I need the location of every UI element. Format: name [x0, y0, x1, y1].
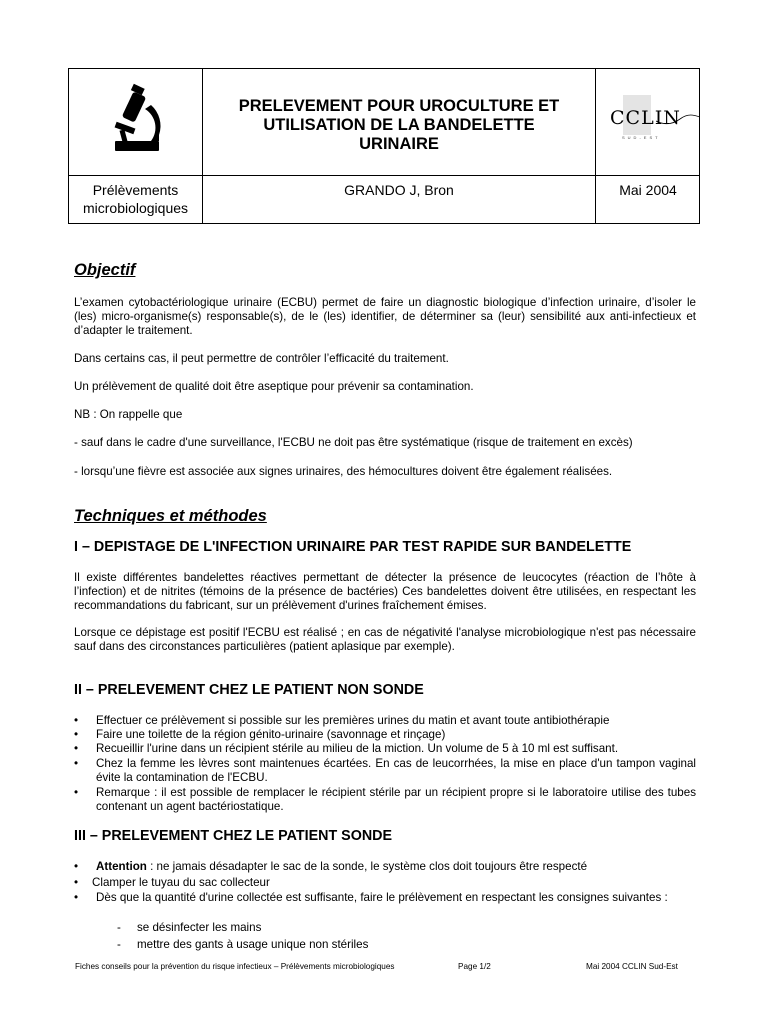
logo-text: CCLIN [610, 107, 681, 129]
sub-list-item [117, 938, 368, 952]
section-1-title: I – DEPISTAGE DE L'INFECTION URINAIRE PAR TEST RAPIDE SUR BANDELETTE [74, 539, 632, 555]
nb-note: NB : On rappelle que [74, 408, 183, 421]
header-table [68, 68, 700, 224]
objectif-heading: Objectif [74, 261, 136, 279]
sub-list-item-text: se désinfecter les mains [137, 921, 262, 934]
list-item [74, 742, 696, 756]
nb-item: - sauf dans le cadre d'une surveillance, l'ECBU ne doit pas être systématique (risque de traitement en excès) [74, 436, 633, 449]
document-title [203, 97, 595, 154]
attention-label: Attention [96, 860, 147, 873]
objectif-paragraph: Un prélèvement de qualité doit être aseptique pour prévenir sa contamination. [74, 380, 474, 393]
section-2-title: II – PRELEVEMENT CHEZ LE PATIENT NON SONDE [74, 682, 424, 698]
list-item [74, 876, 696, 890]
logo-subtext: SUD-EST [622, 135, 661, 140]
dash: - [117, 938, 121, 951]
category-line: Prélèvements [92, 182, 179, 198]
bullet: • [74, 876, 79, 889]
nb-item: - lorsqu’une fièvre est associée aux signes urinaires, des hémocultures doivent être également réalisées. [74, 465, 613, 478]
list-item-text: Chez la femme les lèvres sont maintenues écartées. En cas de leucorrhées, la mise en place d'un tampon vaginal évite la contamination de l'ECBU. [96, 757, 696, 784]
sub-list-item [117, 921, 261, 935]
list-item-text: Effectuer ce prélèvement si possible sur les premières urines du matin et avant toute antibiothérapie [96, 714, 610, 727]
bullet: • [74, 860, 79, 873]
cclin-logo [596, 69, 700, 175]
list-item-text: Dès que la quantité d'urine collectée est suffisante, faire le prélèvement en respectant les consignes suivantes : [96, 891, 668, 904]
list-item [74, 728, 696, 742]
techniques-heading: Techniques et méthodes [74, 507, 267, 525]
list-item [74, 891, 696, 905]
list-item [74, 757, 696, 785]
objectif-paragraph: L’examen cytobactériologique urinaire (ECBU) permet de faire un diagnostic biologique d’infection urinaire, d’isoler le (les) micro-organisme(s) responsable(s), de le (les) identifier, de déterminer sa (leur) sensibilité aux anti-infectieux et d’adapter le traitement. [74, 296, 696, 337]
category-cell [69, 181, 202, 217]
bullet: • [74, 891, 79, 904]
date-cell: Mai 2004 [619, 182, 677, 198]
section-3-title: III – PRELEVEMENT CHEZ LE PATIENT SONDE [74, 828, 393, 844]
list-item-text: Faire une toilette de la région génito-urinaire (savonnage et rinçage) [96, 728, 446, 741]
bullet: • [74, 786, 79, 799]
list-item-text: Remarque : il est possible de remplacer le récipient stérile par un récipient propre si le laboratoire utilise des tubes contenant un agent bactériostatique. [96, 786, 696, 813]
footer-page: Page 1/2 [458, 962, 491, 971]
microscope-icon [69, 69, 202, 175]
title-line: PRELEVEMENT POUR UROCULTURE ET [238, 97, 560, 115]
list-item-text: Clamper le tuyau du sac collecteur [92, 876, 270, 889]
author-cell: GRANDO J, Bron [344, 182, 454, 198]
bullet: • [74, 728, 79, 741]
footer-left: Fiches conseils pour la prévention du risque infectieux – Prélèvements microbiologiques [75, 962, 395, 971]
list-item [74, 786, 696, 814]
section-1-paragraph: Lorsque ce dépistage est positif l'ECBU est réalisé ; en cas de négativité l'analyse microbiologique n'est pas nécessaire sauf dans des circonstances particulières (patient aplasique par exemple). [74, 626, 696, 653]
list-item-text: : ne jamais désadapter le sac de la sonde, le système clos doit toujours être respecté [146, 860, 588, 873]
list-item [74, 860, 696, 874]
title-line: URINAIRE [359, 135, 439, 153]
sub-list-item-text: mettre des gants à usage unique non stériles [137, 938, 369, 951]
footer-right: Mai 2004 CCLIN Sud-Est [586, 962, 678, 971]
list-item [74, 714, 696, 728]
title-line: UTILISATION DE LA BANDELETTE [263, 116, 535, 134]
bullet: • [74, 757, 79, 770]
logo-swoosh [656, 109, 700, 127]
objectif-paragraph: Dans certains cas, il peut permettre de contrôler l’efficacité du traitement. [74, 352, 449, 365]
header-divider [69, 175, 699, 176]
list-item-text: Recueillir l'urine dans un récipient stérile au milieu de la miction. Un volume de 5 à 10 ml est suffisant. [96, 742, 619, 755]
bullet: • [74, 714, 79, 727]
bullet: • [74, 742, 79, 755]
dash: - [117, 921, 121, 934]
section-1-paragraph: Il existe différentes bandelettes réactives permettant de détecter la présence de leucocytes (réaction de l’hôte à l’infection) et de nitrites (témoins de la présence de bactéries) Ces bandelettes doivent être utilisées, en respectant les recommandations du fabricant, sur un prélèvement d'urines fraîchement émises. [74, 571, 696, 612]
category-line: microbiologiques [82, 200, 189, 216]
